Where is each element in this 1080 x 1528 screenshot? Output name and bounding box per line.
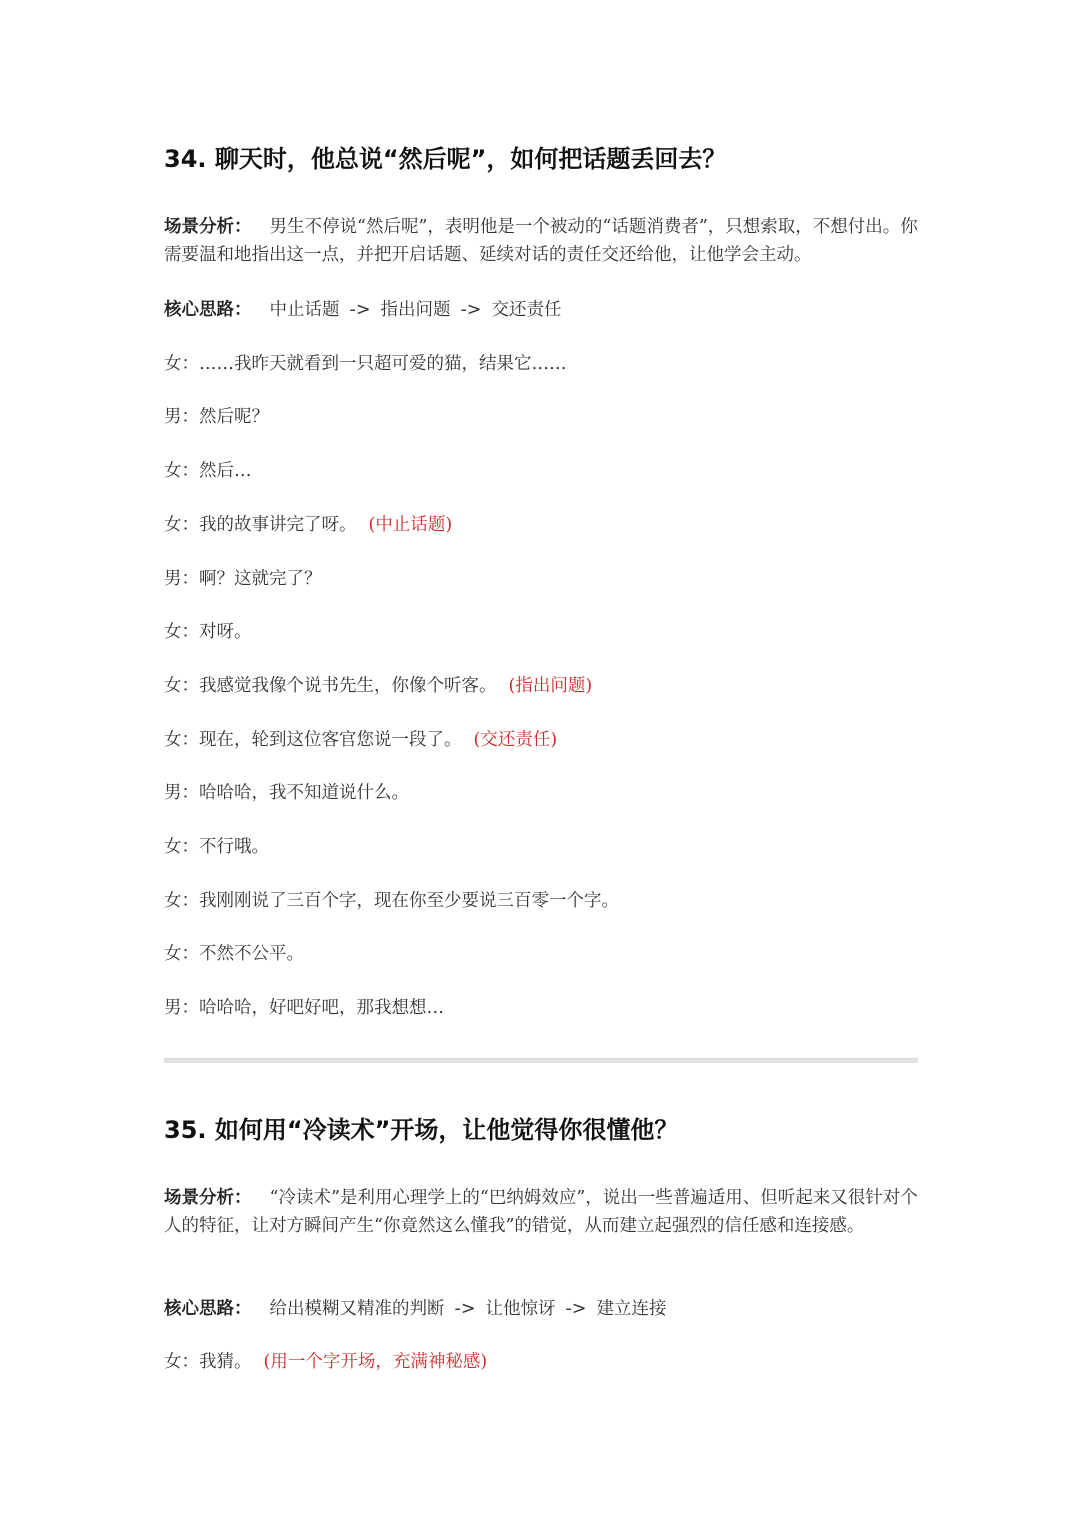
dialogue-text: 男：哈哈哈，好吧好吧，那我想想…: [164, 998, 444, 1018]
core-step: 指出问题: [380, 300, 451, 320]
dialogue-line: [164, 940, 918, 968]
core-step: 建立连接: [596, 1299, 667, 1319]
core-step: 交还责任: [491, 300, 562, 320]
dialogue-text: 女：……我昨天就看到一只超可爱的猫，结果它……: [164, 354, 567, 374]
dialogue-line: [164, 726, 918, 754]
dialogue-line: [164, 994, 918, 1022]
section-35-core-idea: [164, 1295, 918, 1323]
section-divider: [164, 1058, 918, 1063]
dialogue-text: 女：不行哦。: [164, 837, 269, 857]
dialogue-text: 女：我猜。: [164, 1352, 252, 1372]
annotation-note: (指出问题): [508, 676, 593, 696]
dialogue-text: 男：然后呢？: [164, 407, 269, 427]
dialogue-text: 女：不然不公平。: [164, 944, 304, 964]
dialogue-line: [164, 1348, 918, 1376]
dialogue-text: 女：我感觉我像个说书先生，你像个听客。: [164, 676, 497, 696]
dialogue-text: 男：啊？这就完了？: [164, 569, 322, 589]
dialogue-line: [164, 887, 918, 915]
core-step: 中止话题: [269, 300, 340, 320]
dialogue-line: [164, 565, 918, 593]
arrow: ->: [349, 300, 371, 320]
dialogue-line: [164, 672, 918, 700]
dialogue-text: 女：我刚刚说了三百个字，现在你至少要说三百零一个字。: [164, 891, 619, 911]
core-step: 让他惊讶: [485, 1299, 556, 1319]
core-idea-label: 核心思路：: [164, 300, 252, 320]
section-34-core-idea: [164, 296, 918, 324]
dialogue-line: [164, 511, 918, 539]
section-34-title: 34. 聊天时，他总说“然后呢”，如何把话题丢回去？: [164, 145, 727, 173]
annotation-note: (用一个字开场，充满神秘感): [263, 1352, 488, 1372]
core-idea-label: 核心思路：: [164, 1299, 252, 1319]
dialogue-line: [164, 833, 918, 861]
dialogue-line: [164, 457, 918, 485]
dialogue-text: 女：然后…: [164, 461, 252, 481]
section-34-scene-analysis: [164, 213, 918, 269]
annotation-note: (交还责任): [473, 730, 558, 750]
section-35-title: 35. 如何用“冷读术”开场，让他觉得你很懂他？: [164, 1116, 679, 1144]
dialogue-text: 男：哈哈哈，我不知道说什么。: [164, 783, 409, 803]
annotation-note: (中止话题): [368, 515, 453, 535]
scene-analysis-text: “冷读术”是利用心理学上的“巴纳姆效应”，说出一些普遍适用、但听起来又很针对个人的特征，让对方瞬间产生“你竟然这么懂我”的错觉，从而建立起强烈的信任感和连接感。: [164, 1188, 918, 1236]
arrow: ->: [565, 1299, 587, 1319]
dialogue-line: [164, 779, 918, 807]
dialogue-text: 女：对呀。: [164, 622, 252, 642]
arrow: ->: [454, 1299, 476, 1319]
dialogue-text: 女：现在，轮到这位客官您说一段了。: [164, 730, 462, 750]
scene-analysis-label: 场景分析：: [164, 217, 252, 237]
dialogue-text: 女：我的故事讲完了呀。: [164, 515, 357, 535]
dialogue-line: [164, 618, 918, 646]
scene-analysis-text: 男生不停说“然后呢”，表明他是一个被动的“话题消费者”，只想索取，不想付出。你需要温和地指出这一点，并把开启话题、延续对话的责任交还给他，让他学会主动。: [164, 217, 918, 265]
core-step: 给出模糊又精准的判断: [269, 1299, 445, 1319]
dialogue-line: [164, 403, 918, 431]
scene-analysis-label: 场景分析：: [164, 1188, 252, 1208]
arrow: ->: [460, 300, 482, 320]
dialogue-line: [164, 350, 918, 378]
section-35-scene-analysis: [164, 1184, 918, 1240]
